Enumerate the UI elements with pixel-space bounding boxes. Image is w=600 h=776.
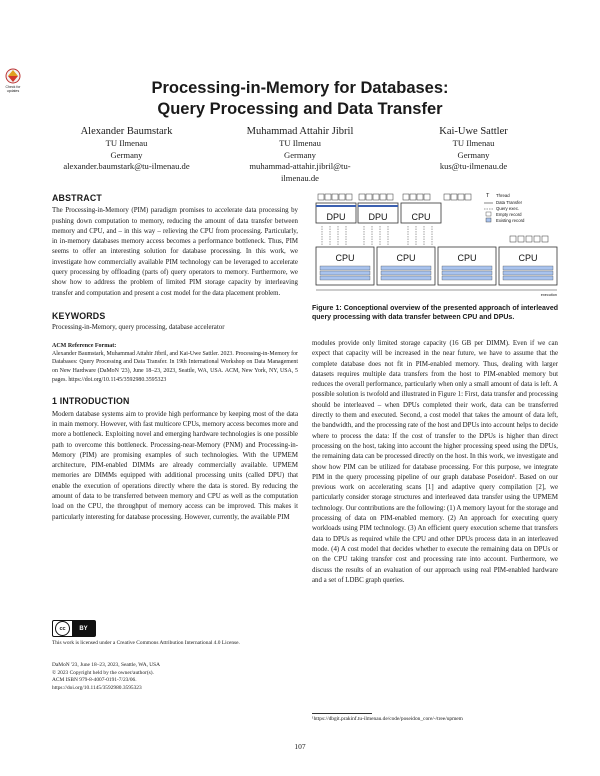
cpu-label-2: CPU <box>396 253 416 263</box>
cpu-label-1: CPU <box>335 253 355 263</box>
crossmark-label: Check for updates <box>5 85 21 93</box>
author-email[interactable]: alexander.baumstark@tu-ilmenau.de <box>63 161 190 171</box>
author-2 <box>214 125 387 184</box>
footnote-rule <box>312 713 372 714</box>
legend <box>484 193 525 223</box>
left-column <box>52 193 298 523</box>
author-affiliation: TU Ilmenau <box>105 138 148 148</box>
dpu-data-bar <box>358 205 398 207</box>
legend-existing: Existing record <box>496 218 525 223</box>
intro-heading: 1 INTRODUCTION <box>52 396 130 407</box>
author-affiliation: TU Ilmenau <box>452 138 495 148</box>
author-email[interactable]: kus@tu-ilmenau.de <box>439 161 508 171</box>
time-axis-label: execution <box>540 293 557 297</box>
author-block <box>40 125 560 184</box>
footnote[interactable]: ¹https://dbgit.prakinf.tu-ilmenau.de/code/poseidon_core/-/tree/upmem <box>312 716 463 722</box>
legend-existing-swatch <box>486 218 491 222</box>
cc-icon: cc <box>55 621 70 636</box>
figure-1-diagram <box>314 190 560 300</box>
dpu-label-3: CPU <box>411 212 431 222</box>
title-line-2: Query Processing and Data Transfer <box>157 100 443 118</box>
dpu-boxes <box>316 203 441 223</box>
legend-query-exec: Query exec. <box>496 206 520 211</box>
venue-line: DaMoN '23, June 18–23, 2023, Seattle, WA, USA <box>52 662 161 668</box>
author-country: Germany <box>284 149 316 160</box>
author-affiliation: TU Ilmenau <box>279 138 321 148</box>
author-email[interactable]: muhammad-attahir.jibril@tu- <box>249 161 351 171</box>
legend-thread-symbol: T <box>486 193 490 199</box>
author-name: Muhammad Attahir Jibril <box>246 126 354 137</box>
legend-transfer: Data Transfer <box>496 200 523 205</box>
isbn-line: ACM ISBN 979-8-4007-0191-7/23/06. <box>52 677 137 684</box>
cc-license-badge[interactable] <box>52 620 96 637</box>
right-body-text: modules provide only limited storage capacity (16 GB per DIMM). Even if we can expect that capacity will be increased in the near future, we have to assume that the complete database does not fit in PIM-enabled memory. Thus, dealing with larger datasets requires multiple data transfers from the host to PIM-enabled memory but reduces the overall performance, particularly when only a small amount of data is left. A possible solution is twofold and illustrated in Figure 1: First, data transfer and processing should be interleaved – when DPUs completed their work, data can be transferred directly to them and executed. Second, a cost model that takes the amount of data left, the bandwidth, and the processing rate of the host and DPUs into account helps to decide where to process the data: If the cost of transfer to the DPUs is higher than direct processing on the host, taking into account the higher processing speed using the DPUs, the remaining data can be processed directly on the host. In this work, we investigate and show how PIM can be utilized for database processing. For this purpose, we integrate PIM in the query processing pipeline of our graph database Poseidon¹. Based on our previous work on accelerating scans [1] and adaptive query compilation [2], we particularly consider storage structures and interleaved data transfer using the UPMEM technology. Our contributions are the following: (1) A memory layout for the storage and processing of data on PIM-enabled memory. (2) An approach for executing query workloads using PIM technology. (3) An efficient query execution scheme that transfers data to DPUs as required while the CPU and other DPUs process data in an interleaved mode. (4) A cost model that decides whether to execute the remaining data on DPUs or on the CPU taking transfer cost and processing rate into account. Furthermore, we discuss the results of an evaluation of our approach using real PIM-enabled hardware and a set of LDBC graph queries. <box>312 340 558 584</box>
abstract-text: The Processing-in-Memory (PIM) paradigm promises to accelerate data processing by pushing down computation to memory, reducing the amount of data transfer between memory and CPU, and – in this way – relieving the CPU from processing. Particularly, in in-memory databases memory access becomes a performance bottleneck. Thus, PIM seems to offer an interesting solution for database processing. In this work, we investigate how commercially available PIM technology can be leveraged to accelerate query processing by offloading (parts of) query operators to memory. Furthermore, we show how to address the problem of limited PIM storage capacity by interleaving transfer and computation and present a cost model for the data placement problem. <box>52 207 298 297</box>
legend-thread: Thread <box>496 193 510 198</box>
author-1 <box>40 125 213 184</box>
title-line-1: Processing-in-Memory for Databases: <box>151 79 449 97</box>
intro-text: Modern database systems aim to provide high performance by keeping most of the data in main memory. However, with fast multicore CPUs, memory access becomes more and more a bottleneck. Exploiting novel and emerging hardware technologies is one possible path to overcome this bottleneck. Processing-near-Memory (PNM) and Processing-in-Memory (PIM) are promising examples of such technologies. With the UPMEM architecture, PIM-enabled DIMMs are already commercially available. UPMEM memories are DIMMs equipped with additional processing units (called DPU) that enable the execution of operations directly where the data is stored. By reducing the amount of data to be transferred between memory and CPU as well as the computation load on the CPU, the throughput of memory access can be improved. This makes it particularly interesting for database processing. However, currently, the available PIM <box>52 410 298 521</box>
figure-caption: Figure 1: Conceptional overview of the presented approach of interleaved query processing with data transfer between CPU and DPUs. <box>312 305 558 322</box>
author-name: Alexander Baumstark <box>80 126 173 137</box>
dpu-label-2: DPU <box>368 212 388 222</box>
dpu-data-bar <box>316 205 356 207</box>
page-number: 107 <box>294 742 306 751</box>
thread-row <box>510 236 548 242</box>
legend-empty: Empty record <box>496 212 522 217</box>
paper-title <box>0 78 600 120</box>
cpu-record-grids <box>320 266 553 280</box>
author-country: Germany <box>457 149 490 160</box>
by-icon: BY <box>72 621 95 636</box>
publication-info <box>52 662 298 693</box>
acm-ref-text: Alexander Baumstark, Muhammad Attahir Jibril, and Kai-Uwe Sattler. 2023. Processing-in-Memory for Databases: Query Processing and Data Transfer. In 19th International Workshop on Data Management on New Hardware (DaMoN '23), June 18–23, 2023, Seattle, WA, USA. ACM, New York, NY, USA, 5 pages. https://doi.org/10.1145/3592980.3595323 <box>52 350 298 383</box>
figure-1 <box>314 190 560 300</box>
cpu-label-4: CPU <box>518 253 538 263</box>
legend-empty-swatch <box>486 212 491 216</box>
abstract-heading: ABSTRACT <box>52 193 102 203</box>
author-email-cont[interactable]: ilmenau.de <box>281 172 319 183</box>
doi-line[interactable]: https://doi.org/10.1145/3592980.3595323 <box>52 685 142 692</box>
license-text: This work is licensed under a Creative Commons Attribution International 4.0 License. <box>52 640 240 646</box>
copyright-line: © 2023 Copyright held by the owner/author(s). <box>52 669 154 676</box>
keywords-text: Processing-in-Memory, query processing, database accelerator <box>52 324 225 332</box>
author-3 <box>387 125 560 184</box>
record-row-top <box>318 194 471 200</box>
acm-ref-heading: ACM Reference Format: <box>52 342 117 349</box>
author-country: Germany <box>110 149 143 160</box>
transfer-arrows <box>322 226 432 246</box>
keywords-heading: KEYWORDS <box>52 310 106 321</box>
cpu-label-3: CPU <box>457 253 477 263</box>
author-name: Kai-Uwe Sattler <box>439 126 508 137</box>
dpu-label-1: DPU <box>326 212 346 222</box>
right-column <box>312 339 558 586</box>
